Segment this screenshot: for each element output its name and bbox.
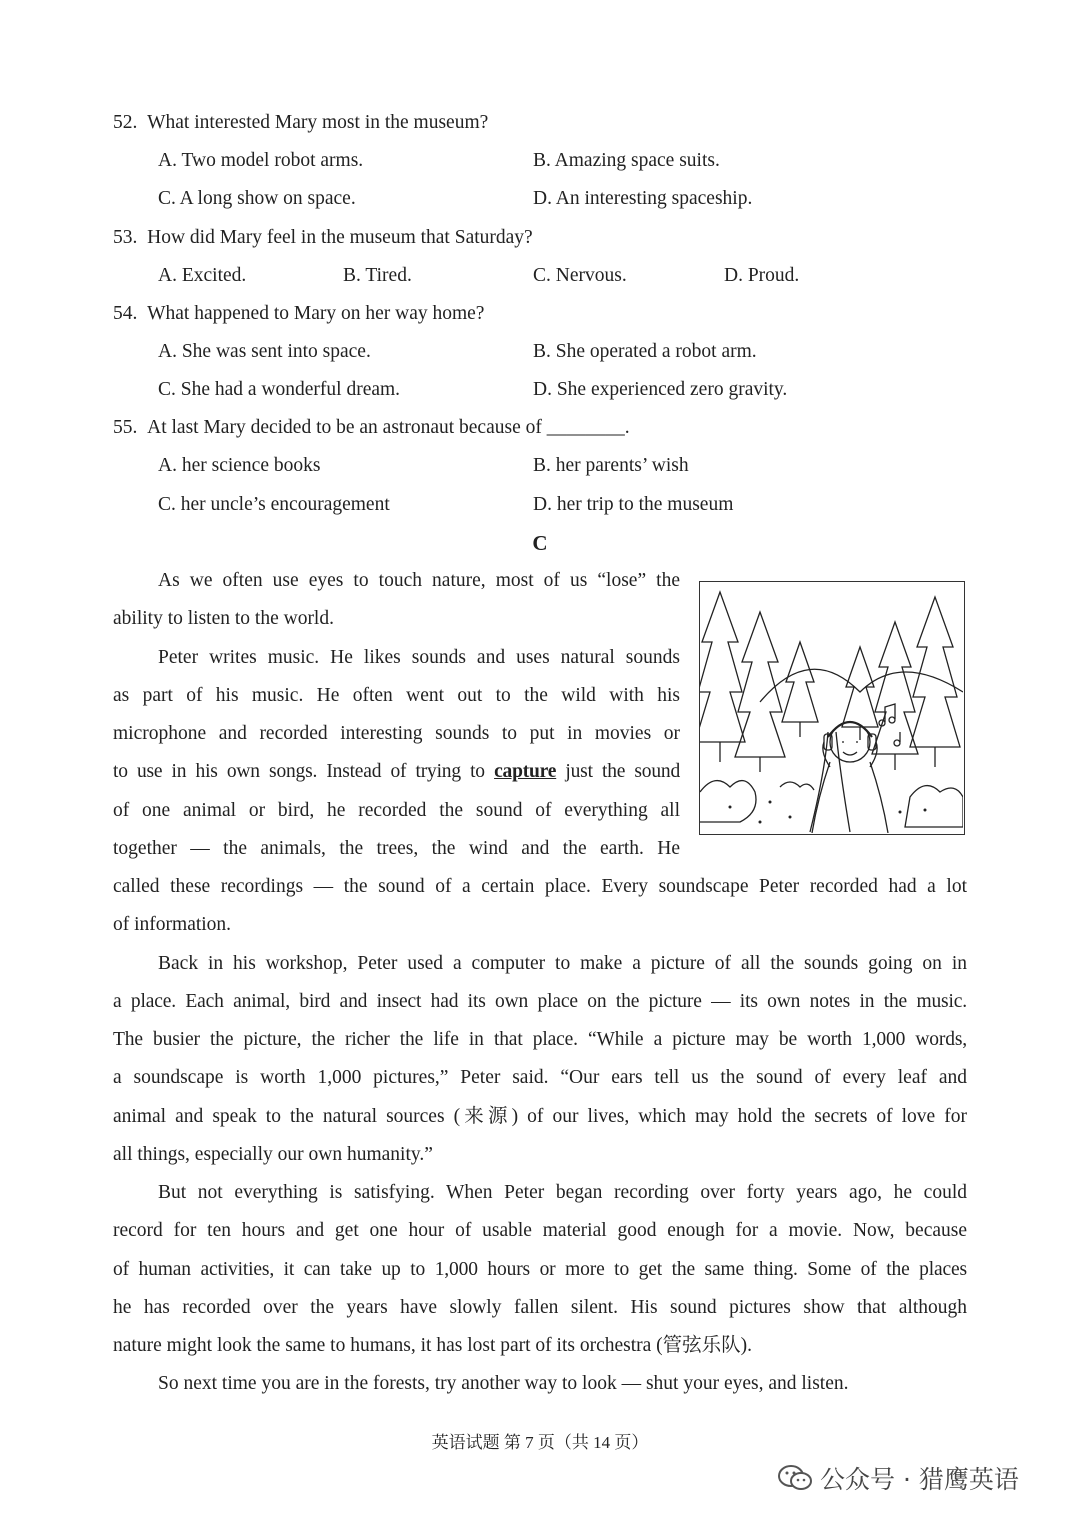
wechat-icon — [778, 1464, 812, 1492]
section-heading: C — [532, 531, 548, 555]
passage-full-block — [113, 868, 967, 1404]
paragraph-line: ability to listen to the world. — [113, 608, 334, 630]
question-stem — [113, 226, 533, 250]
question-text: How did Mary feel in the museum that Saturday? — [147, 227, 533, 248]
paragraph-line: he has recorded over the years have slowly fallen silent. His sound pictures show that although — [113, 1296, 967, 1318]
passage-wrapped-block — [113, 562, 680, 868]
paragraph-line — [113, 753, 680, 791]
paragraph-line: together — the animals, the trees, the wind and the earth. He — [113, 837, 680, 859]
paragraph-line: Back in his workshop, Peter used a computer to make a picture of all the sounds going on in — [158, 952, 967, 974]
question-text: What interested Mary most in the museum? — [147, 112, 489, 133]
paragraph-line: nature might look the same to humans, it has lost part of its orchestra (管弦乐队). — [113, 1335, 753, 1356]
option-d[interactable]: D. her trip to the museum — [533, 494, 734, 515]
text-run: to use in his own songs. Instead of trying to — [113, 761, 495, 783]
question-stem — [113, 302, 484, 326]
option-a[interactable]: A. her science books — [158, 455, 321, 476]
page-footer: 英语试题 第 7 页（共 14 页） — [431, 1433, 649, 1452]
question-text: At last Mary decided to be an astronaut because of ________. — [147, 417, 630, 438]
watermark — [778, 1460, 1019, 1496]
option-b[interactable]: B. her parents’ wish — [533, 455, 689, 476]
paragraph-line: record for ten hours and get one hour of usable material good enough for a movie. Now, because — [113, 1220, 967, 1242]
paragraph-line: microphone and recorded interesting sounds to put in movies or — [113, 723, 680, 744]
paragraph-line: of one animal or bird, he recorded the sound of everything all — [113, 799, 680, 821]
question-number: 55. — [113, 417, 138, 438]
paragraph-line: as part of his music. He often went out to the wild with his — [113, 684, 680, 706]
paragraph-line: all things, especially our own humanity.” — [113, 1143, 433, 1165]
question-stem — [113, 416, 630, 440]
option-b[interactable]: B. Tired. — [343, 265, 412, 286]
question-number: 52. — [113, 112, 138, 133]
paragraph-line: So next time you are in the forests, try another way to look — shut your eyes, and listen. — [158, 1373, 849, 1395]
keyword-capture: capture — [494, 761, 557, 783]
paragraph-line: As we often use eyes to touch nature, most of us “lose” the — [158, 570, 680, 591]
paragraph-line: But not everything is satisfying. When Peter began recording over forty years ago, he could — [158, 1182, 967, 1203]
text-run: just the sound — [556, 761, 680, 783]
paragraph-line: Peter writes music. He likes sounds and uses natural sounds — [158, 646, 680, 668]
paragraph-line: called these recordings — the sound of a certain place. Every soundscape Peter recorded had a lot — [113, 876, 967, 897]
watermark-text: 公众号 · 猎鹰英语 — [820, 1465, 1019, 1494]
forest-drawing — [700, 582, 963, 833]
paragraph-line: a place. Each animal, bird and insect had its own place on the picture — its own notes in the music. — [113, 990, 967, 1012]
paragraph-line: of information. — [113, 914, 232, 936]
option-c[interactable]: C. Nervous. — [533, 265, 627, 286]
paragraph-line: animal and speak to the natural sources (来源) of our lives, which may hold the secrets of love for — [113, 1105, 967, 1127]
option-c[interactable]: C. her uncle’s encouragement — [158, 494, 390, 515]
question-number: 54. — [113, 303, 138, 324]
option-a[interactable]: A. Two model robot arms. — [158, 150, 364, 171]
question-text: What happened to Mary on her way home? — [147, 303, 485, 324]
paragraph-line: of human activities, it can take up to 1,000 hours or more to get the same thing. Some of the places — [113, 1258, 967, 1280]
option-c[interactable]: C. A long show on space. — [158, 188, 356, 209]
option-d[interactable]: D. She experienced zero gravity. — [533, 379, 788, 400]
question-number: 53. — [113, 227, 138, 248]
option-a[interactable]: A. Excited. — [158, 265, 247, 286]
option-d[interactable]: D. An interesting spaceship. — [533, 188, 753, 209]
option-b[interactable]: B. Amazing space suits. — [533, 150, 720, 171]
option-c[interactable]: C. She had a wonderful dream. — [158, 379, 401, 400]
option-d[interactable]: D. Proud. — [724, 265, 800, 286]
question-stem — [113, 111, 488, 135]
option-b[interactable]: B. She operated a robot arm. — [533, 341, 757, 362]
paragraph-line: The busier the picture, the richer the life in that place. “While a picture may be worth 1,000 words, — [113, 1029, 967, 1050]
paragraph-line: a soundscape is worth 1,000 pictures,” Peter said. “Our ears tell us the sound of every leaf and — [113, 1067, 967, 1089]
option-a[interactable]: A. She was sent into space. — [158, 341, 371, 362]
forest-illustration — [699, 581, 965, 835]
